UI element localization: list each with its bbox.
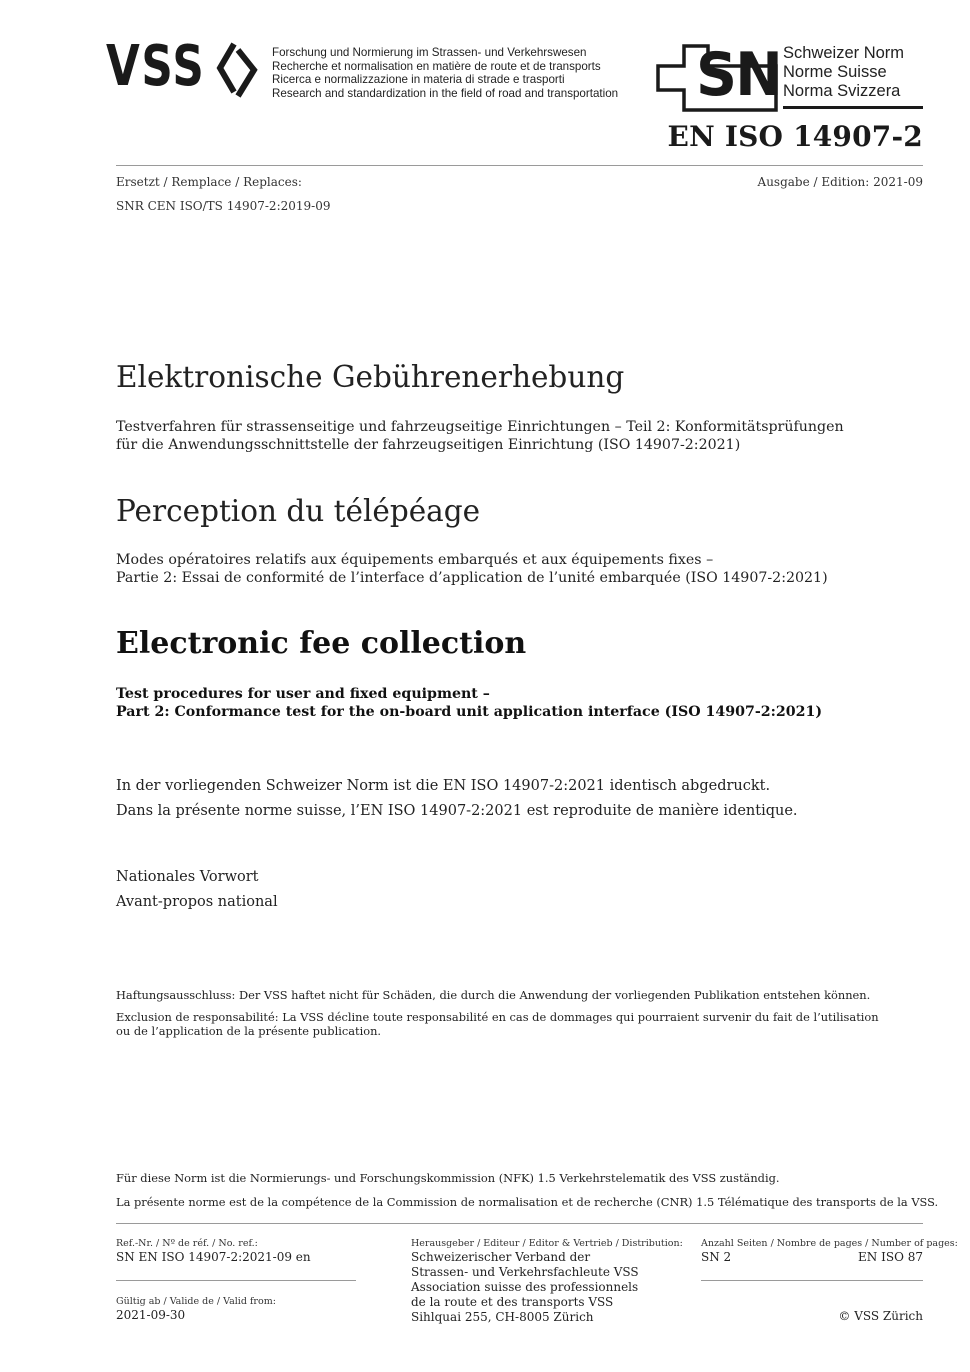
vss-logo-text: VSS — [106, 34, 206, 99]
ref-label: Ref.-Nr. / Nº de réf. / No. ref.: — [116, 1238, 258, 1249]
subtitle-fr-line-2: Partie 2: Essai de conformité de l’interface d’application de l’unité embarquée (ISO 14907-2:2021) — [116, 569, 828, 586]
footer-divider — [116, 1223, 923, 1224]
copyright: © VSS Zürich — [838, 1309, 923, 1323]
pages-en: EN ISO 87 — [858, 1250, 923, 1264]
subtitle-de-line-1: Testverfahren für strassenseitige und fahrzeugseitige Einrichtungen – Teil 2: Konformitätsprüfungen — [116, 419, 844, 435]
disclaimer-fr-line-1: Exclusion de responsabilité: La VSS décline toute responsabilité en cas de dommages qui pourraient survenir du fait de l’utilisation — [116, 1010, 879, 1024]
publisher-line-2: Strassen- und Verkehrsfachleute VSS — [411, 1265, 639, 1279]
valid-label: Gültig ab / Valide de / Valid from: — [116, 1296, 276, 1307]
sn-logo — [656, 40, 782, 112]
subtitle-de-line-2: für die Anwendungsschnittstelle der fahrzeugseitigen Einrichtung (ISO 14907-2:2021) — [116, 436, 741, 453]
subtitle-en-line-1: Test procedures for user and fixed equipment – — [116, 686, 490, 702]
identical-statement-de: In der vorliegenden Schweizer Norm ist die EN ISO 14907-2:2021 identisch abgedruckt. — [116, 778, 771, 794]
publisher-label: Herausgeber / Editeur / Editor & Vertrieb / Distribution: — [411, 1238, 683, 1249]
publisher-line-3: Association suisse des professionnels — [411, 1280, 639, 1294]
vss-tagline — [272, 46, 618, 100]
footer-left-divider — [116, 1280, 356, 1281]
sn-logo-text: SN — [696, 40, 781, 110]
footer-right-divider — [701, 1280, 923, 1281]
vss-logo — [106, 34, 266, 100]
subtitle-fr — [116, 552, 828, 587]
vss-tagline-en: Research and standardization in the field of road and transportation — [272, 86, 619, 100]
identical-statement-fr: Dans la présente norme suisse, l’EN ISO 14907-2:2021 est reproduite de manière identique. — [116, 803, 798, 819]
foreword-fr: Avant-propos national — [116, 894, 278, 910]
replaces-value: SNR CEN ISO/TS 14907-2:2019-09 — [116, 199, 331, 213]
valid-value: 2021-09-30 — [116, 1308, 186, 1322]
pages-sn: SN 2 — [701, 1250, 732, 1264]
edition: Ausgabe / Edition: 2021-09 — [757, 175, 923, 189]
vss-tagline-de: Forschung und Normierung im Strassen- und Verkehrswesen — [272, 46, 587, 59]
subtitle-de — [116, 419, 844, 454]
foreword-de: Nationales Vorwort — [116, 869, 259, 885]
publisher-line-5: Sihlquai 255, CH-8005 Zürich — [411, 1310, 594, 1324]
subtitle-en-line-2: Part 2: Conformance test for the on-board unit application interface (ISO 14907-2:2021) — [116, 703, 823, 720]
sn-names — [783, 44, 904, 101]
ref-value: SN EN ISO 14907-2:2021-09 en — [116, 1250, 311, 1264]
disclaimer-de: Haftungsausschluss: Der VSS haftet nicht für Schäden, die durch die Anwendung der vorliegenden Publikation entstehen können. — [116, 988, 871, 1002]
sn-name-it: Norma Svizzera — [783, 82, 901, 100]
title-fr: Perception du télépéage — [116, 494, 481, 528]
publisher-line-4: de la route et des transports VSS — [411, 1295, 614, 1309]
pages-label: Anzahl Seiten / Nombre de pages / Number of pages: — [701, 1238, 958, 1249]
disclaimer-fr — [116, 1010, 879, 1038]
disclaimer-fr-line-2: ou de l’application de la présente publication. — [116, 1024, 382, 1039]
vss-tagline-it: Ricerca e normalizzazione in materia di strade e trasporti — [272, 73, 565, 87]
committee-fr: La présente norme est de la compétence de la Commission de normalisation et de recherche (CNR) 1.5 Télématique des transports de la VSS. — [116, 1195, 939, 1209]
vss-tagline-fr: Recherche et normalisation en matière de route et de transports — [272, 59, 601, 73]
subtitle-en — [116, 686, 822, 721]
header-divider — [116, 165, 923, 166]
replaces-label: Ersetzt / Remplace / Replaces: — [116, 175, 302, 189]
title-de: Elektronische Gebührenerhebung — [116, 360, 625, 394]
publisher-line-1: Schweizerischer Verband der — [411, 1250, 591, 1264]
subtitle-fr-line-1: Modes opératoires relatifs aux équipements embarqués et aux équipements fixes – — [116, 552, 714, 568]
sn-underline — [783, 106, 923, 109]
publisher-address — [411, 1250, 639, 1325]
title-en: Electronic fee collection — [116, 626, 527, 661]
sn-name-de: Schweizer Norm — [783, 44, 905, 62]
vss-chevron-icon — [212, 40, 264, 100]
document-id: EN ISO 14907-2 — [667, 120, 923, 153]
sn-name-fr: Norme Suisse — [783, 63, 887, 81]
committee-de: Für diese Norm ist die Normierungs- und Forschungskommission (NFK) 1.5 Verkehrstelematik des VSS zuständig. — [116, 1171, 780, 1185]
